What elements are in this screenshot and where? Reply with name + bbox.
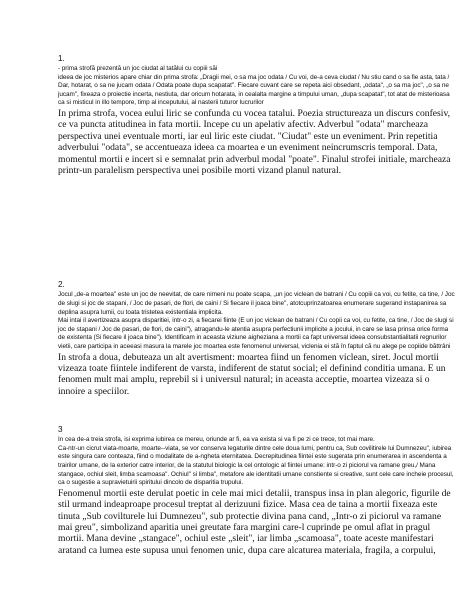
section-notes: In cea de-a treia strofa, isi exprima iubirea ce mereu, oriunde ar fi, ea va exista si va fi pe zi ce trece, tot mai mare. Ca-ntr-un cicrut viata-moarte, moarte--viata, se vor conserva legaturile dintre cele doua lumi, pentru ca, Sub covilitirele lui Dumnezeu", iubirea este singura care conteaza, fiind o modalitate de a-ngheta eternitatea. Decrepitudinea fiintei este sugerata prin enumerarea in ascendenta a trairilor umane, de la exterior catre interior, de la statutul biologic la cel ontologic al fiintei umane: intr-o zi piciorul va ramane greu,/ Mana stangace, ochiul sleit, limba scamoasa". Ochiul" si limba", metafore ale identitatii umane constiente si creative, sunt cele care incheie procesul, ca o sugestie a supravietuirii spiritului dincolo de disparitia trupului.	[58, 436, 454, 487]
section-number: 2.	[58, 280, 65, 290]
section-notes: Jocul „de-a moartea" este un joc de neevitat, de care nimeni nu poate scapa, „un joc viclean de batrani / Cu copiii ca voi, cu fetite, ca tine, / Joc de slugi si joc de stapani, / Joc de pasari, de flori, de caini / Si fiecare il joaca bine", atotcuprinzatoarea enumerare sugerand instapanirea sa deplina asupra lumii, cu toata tristetea existentiala implicita. Mai intai il avertizeaza asupra disparitiei, intr-o zi, a fiecarei fiinte (E un joc viclean de batrani / Cu copii ca voi, cu fetite, ca tine, / Joc de slugi si joc de stapani / Joc de pasari, de flori, de caini"), atragandu-le atentia asupra perfectiunii implicite a jocului, in care se lasa prinsa orice forma de existenta (Si fiecare il joaca bine"). Identificam in aceasta viziune aighezianа a mortii ca fapt universal ideea consubstantialitatii regnurilor vietii, care participa in aceeasi masura la marele joc moartea este fenomenul universal, viclenia ei stă în faptul că nu alege pe copiide băttrâni	[58, 291, 455, 350]
section-1	[58, 54, 456, 176]
section-paragraph: In prima strofa, vocea eului liric se confunda cu vocea tatalui. Poezia structureaza un discurs confesiv, ce va puncta atitudinea in fata mortii. Incepe cu un apelativ afectiv. Adverbul "odata" marcheaza perspectiva unei eventuale morti, iar eul liric este ciudat. "Ciudat" este un eveniment. Prin repetitia adverbului "odata", se accentueaza ideea ca moartea e un eveniment neincrumscris temporal. Data, momentul mortii e incert si e semnalat prin adverbul modal "poate". Finalul strofei initiale, marcheaza printr-un paralelism perspectiva unei posibile morti vizand planul natural.	[58, 107, 451, 176]
section-paragraph: Fenomenul mortii este derulat poetic in cele mai mici detalii, transpus insa in plan alegoric, figurile de stil urmand indeaproape procesul treptat al derizuuni fizice. Masa cea de taina a mortii fixeaza este tinuta „Sub covilturele lui Dumnezeu", sub protectie divina pana cand, „Intr-o zi piciorul va ramane mai greu", simbolizand aparitia unei greutate fara margini care-l cuprinde pe omul aflat in pragul mortii. Mana devine „stangace", ochiul este „sleit", iar limba „scamoasa", toate aceste manifestari aratand ca lumea este supusa unui fenomen unic, dupa care alcaturea materiala, fragila, a corpului,	[58, 487, 451, 556]
section-notes: - prima strofă prezentă un joc ciudat al tatălui cu copiii săi ideea de joc misterios apare chiar din prima strofa: „Dragii mei, o sa ma joc odata / Cu voi, de-a ceva ciudat / Nu stiu cand o sa fie asta, tata / Dar, hotarat, o sa ne jucam odata / Odata poate dupa scapatat". Fiecare cuvant care se repeta aici obsedant, „odata", „o sa ma joc", „o sa ne jucam", fixeaza o proiectie incerta, nestiuta, dar oricum hotarata, in cealalta margine a timpului uman, „dupa scapatat", tot atat de misterioasa ca si misticul in illo tempore, timp al inceputului, al nasterii tuturor lucrurilor	[58, 65, 450, 107]
section-3	[58, 425, 456, 556]
section-2	[58, 280, 456, 397]
section-paragraph: In strofa a doua, debuteaza un alt avertisment: moartea fiind un fenomen viclean, siret. Jocul mortii vizeaza toate fiintele indiferent de varsta, indiferent de statut social; el definind conditia umana. E un fenomen mult mai amplu, reprebil si i universul natural; in aceasta acceptie, moartea vizeaza si o innoire a speciilor.	[58, 351, 446, 397]
section-number: 1.	[58, 54, 65, 63]
section-number: 3	[58, 425, 63, 435]
document-page	[58, 50, 456, 556]
